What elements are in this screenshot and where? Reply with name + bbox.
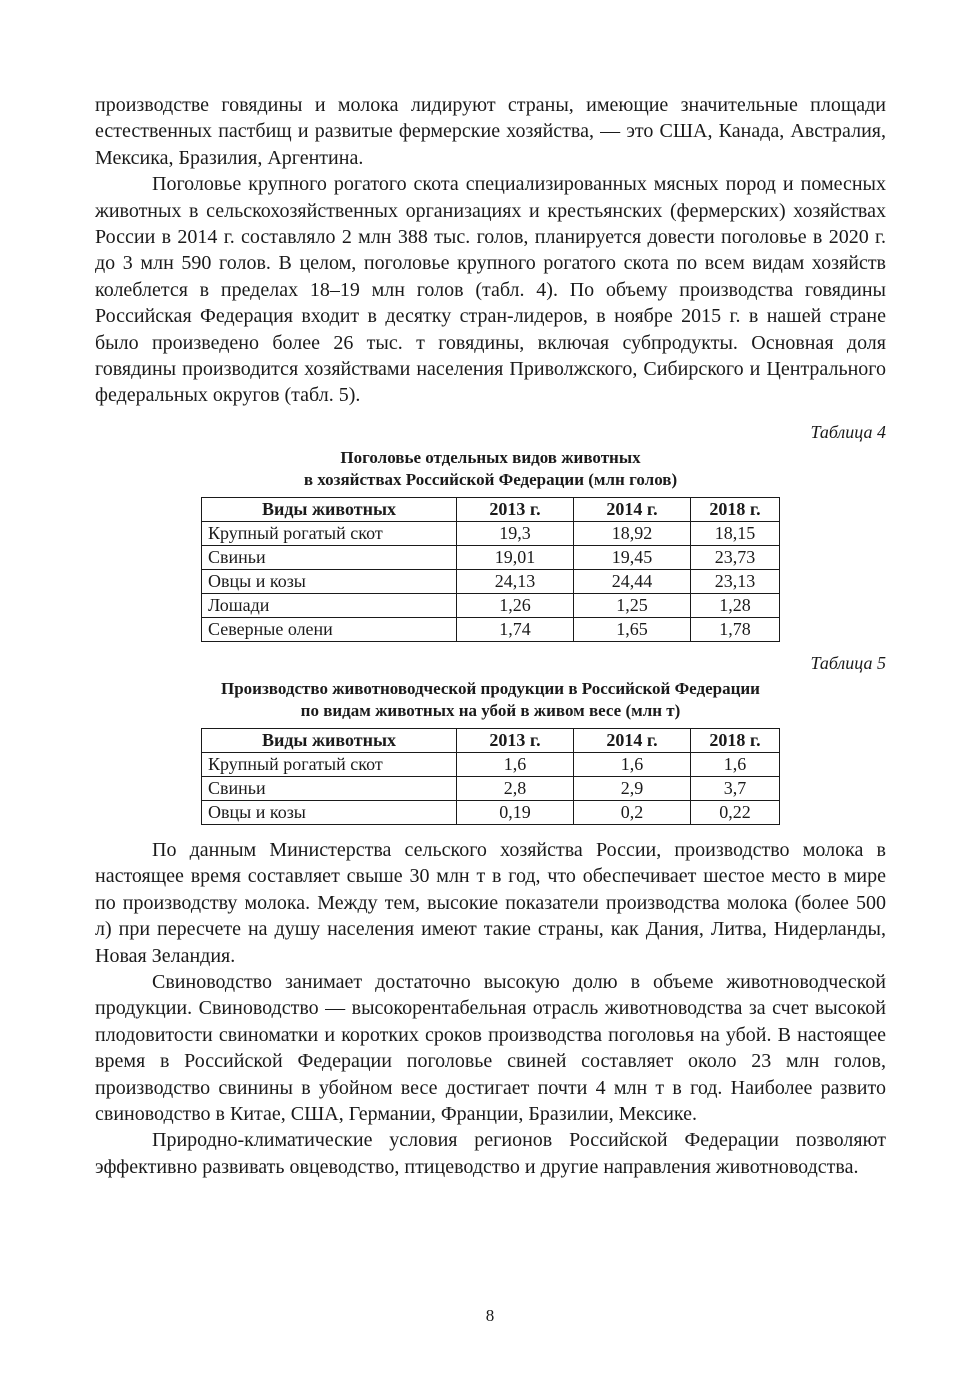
table4-header-2018: 2018 г.	[691, 497, 780, 521]
table5-header-2014: 2014 г.	[574, 728, 691, 752]
table-cell: 19,3	[457, 521, 574, 545]
paragraph-4: Свиноводство занимает достаточно высокую долю в объеме животноводческой продукции. Свиноводство — высокорентабельная отрасль животноводства за счет высокой плодовитости свиноматки и коротких сроков производства поголовья на убой. В настоящее время в Российской Федерации поголовье свиней составляет около 23 млн голов, производство свинины в убойном весе достигает почти 4 млн т в год. Наиболее развито свиноводство в Китае, США, Германии, Франции, Бразилии, Мексике.	[95, 970, 886, 1125]
table4-title-line2: в хозяйствах Российской Федерации (млн голов)	[303, 469, 678, 489]
table-cell: 0,19	[457, 800, 574, 824]
table4-title-line1: Поголовье отдельных видов животных	[340, 447, 641, 467]
table-cell: 1,26	[457, 593, 574, 617]
table4-header-2014: 2014 г.	[574, 497, 691, 521]
table5-title-line1: Производство животноводческой продукции в Российской Федерации	[221, 678, 760, 698]
table4-header-row	[202, 497, 780, 521]
table5-header-species: Виды животных	[202, 728, 457, 752]
table-cell: 1,6	[457, 752, 574, 776]
table-cell: 1,6	[691, 752, 780, 776]
table4-label: Таблица 4	[810, 421, 886, 442]
table-cell: 1,65	[574, 617, 691, 641]
table-row	[202, 521, 780, 545]
page-number: 8	[485, 1306, 495, 1325]
table-cell: Свиньи	[202, 776, 457, 800]
table-cell: 1,78	[691, 617, 780, 641]
table-cell: 1,74	[457, 617, 574, 641]
paragraph-5: Природно-климатические условия регионов Российской Федерации позволяют эффективно развивать овцеводство, птицеводство и другие направления животноводства.	[95, 1129, 886, 1178]
table-cell: 18,92	[574, 521, 691, 545]
table4	[201, 497, 780, 642]
table-cell: 18,15	[691, 521, 780, 545]
table-row	[202, 569, 780, 593]
table-cell: 1,25	[574, 593, 691, 617]
table-cell: 3,7	[691, 776, 780, 800]
paragraph-2: Поголовье крупного рогатого скота специализированных мясных пород и помесных животных в сельскохозяйственных организациях и крестьянских (фермерских) хозяйствах России в 2014 г. составляло 2 млн 388 тыс. голов, планируется довести поголовье в 2020 г. до 3 млн 590 голов. В целом, поголовье крупного рогатого скота по всем видам хозяйств колеблется в пределах 18–19 млн голов (табл. 4). По объему производства говядины Российская Федерация входит в десятку стран-лидеров, в ноябре 2015 г. в нашей стране было произведено более 26 тыс. т говядины, включая субпродукты. Основная доля говядины производится хозяйствами населения Приволжского, Сибирского и Центрального федеральных округов (табл. 5).	[95, 173, 886, 407]
table4-header-2013: 2013 г.	[457, 497, 574, 521]
table-cell: 0,22	[691, 800, 780, 824]
table-cell: 0,2	[574, 800, 691, 824]
table5	[201, 728, 780, 825]
table5-title-line2: по видам животных на убой в живом весе (млн т)	[300, 700, 681, 720]
table-cell: Крупный рогатый скот	[202, 521, 457, 545]
table-cell: 24,13	[457, 569, 574, 593]
table-cell: 1,6	[574, 752, 691, 776]
table-cell: 24,44	[574, 569, 691, 593]
table5-label: Таблица 5	[810, 652, 886, 673]
table-row	[202, 545, 780, 569]
table-cell: Крупный рогатый скот	[202, 752, 457, 776]
table-row	[202, 800, 780, 824]
paragraph-1: производстве говядины и молока лидируют страны, имеющие значительные площади естественных пастбищ и развитые фермерские хозяйства, — это США, Канада, Австралия, Мексика, Бразилия, Аргентина.	[95, 94, 886, 169]
table4-header-species: Виды животных	[202, 497, 457, 521]
table-cell: Свиньи	[202, 545, 457, 569]
table-cell: 23,73	[691, 545, 780, 569]
table-cell: Овцы и козы	[202, 569, 457, 593]
table-cell: Овцы и козы	[202, 800, 457, 824]
table5-header-2018: 2018 г.	[691, 728, 780, 752]
table-cell: 1,28	[691, 593, 780, 617]
table-row	[202, 752, 780, 776]
table-row	[202, 776, 780, 800]
table-row	[202, 593, 780, 617]
table-cell: 19,45	[574, 545, 691, 569]
table5-header-row	[202, 728, 780, 752]
table-cell: 2,8	[457, 776, 574, 800]
page-content	[95, 92, 886, 1180]
table-cell: Лошади	[202, 593, 457, 617]
table5-header-2013: 2013 г.	[457, 728, 574, 752]
table-cell: 19,01	[457, 545, 574, 569]
table-cell: Северные олени	[202, 617, 457, 641]
paragraph-3: По данным Министерства сельского хозяйства России, производство молока в настоящее время составляет свыше 30 млн т в год, что обеспечивает шестое место в мире по производству молока. Между тем, высокие показатели производства молока (более 500 л) при пересчете на душу населения имеют такие страны, как Дания, Литва, Нидерланды, Новая Зеландия.	[95, 838, 886, 967]
table-cell: 23,13	[691, 569, 780, 593]
table-cell: 2,9	[574, 776, 691, 800]
table-row	[202, 617, 780, 641]
